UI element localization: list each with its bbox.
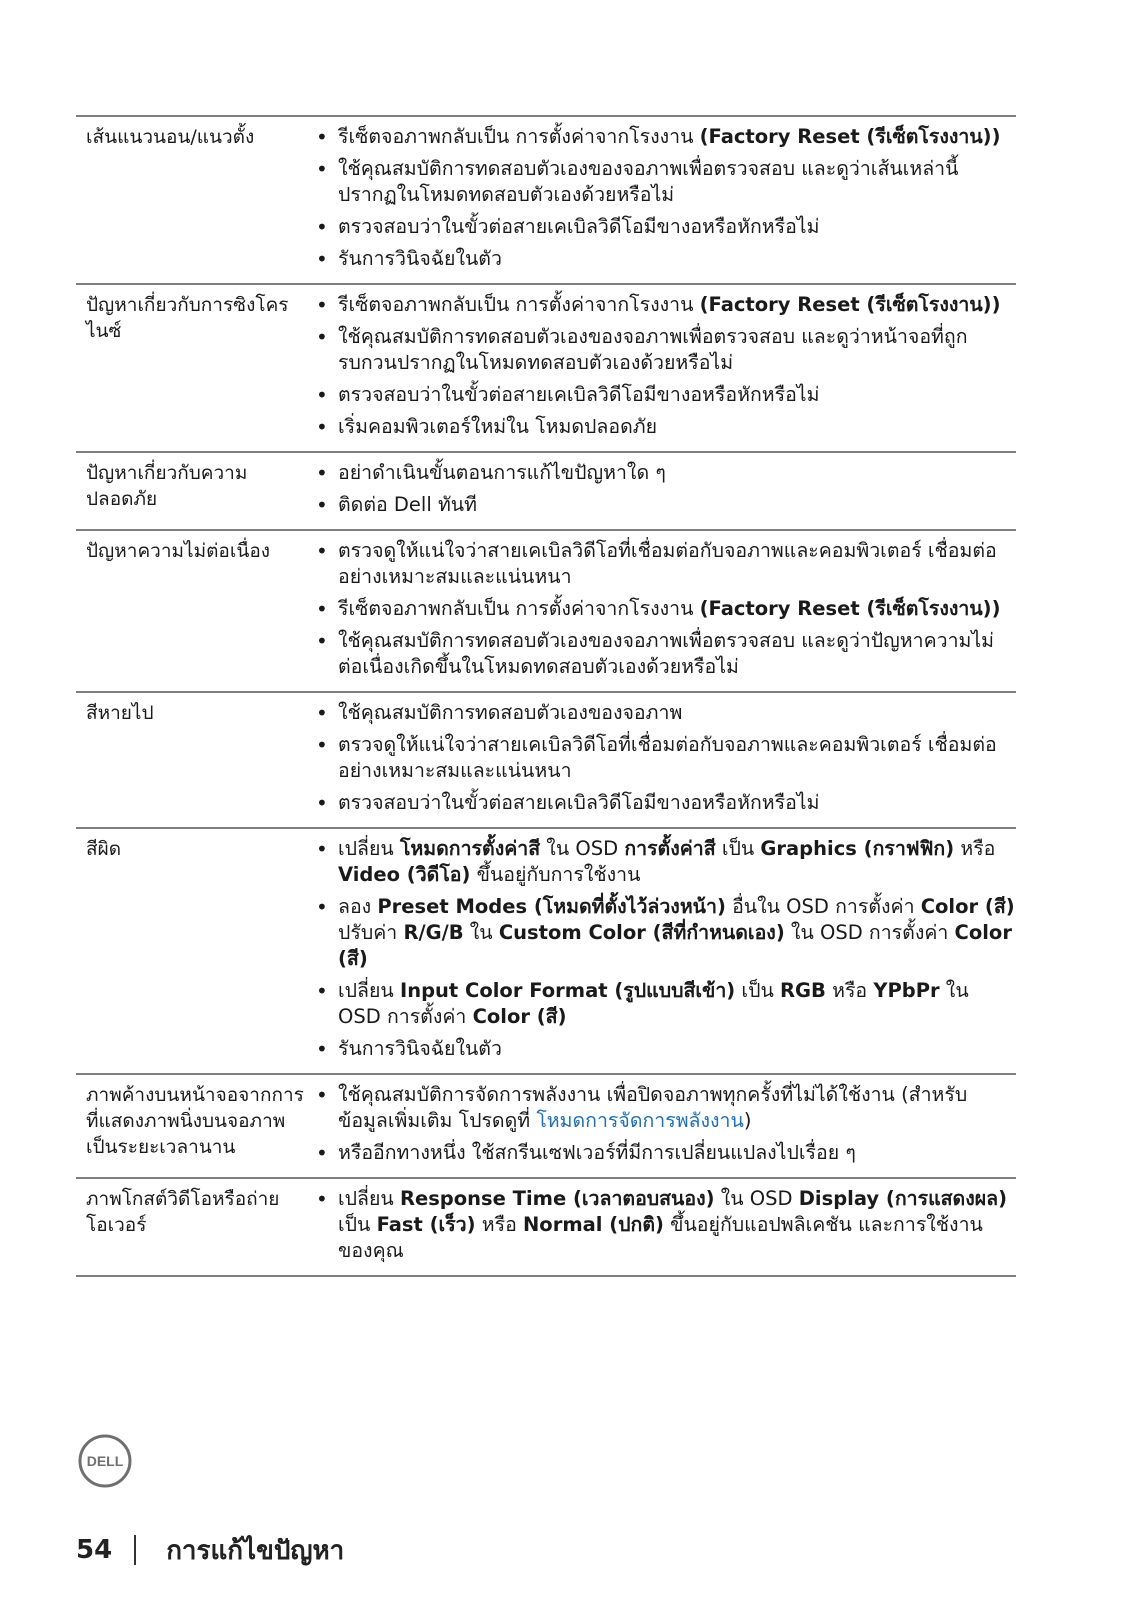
text-segment: รีเซ็ตจอภาพกลับเป็น การตั้งค่าจากโรงงาน xyxy=(338,293,700,316)
solution-text xyxy=(338,214,1016,240)
problem-label: สีผิด xyxy=(86,838,122,860)
bold-term: (Factory Reset (รีเซ็ตโรงงาน)) xyxy=(699,293,1001,316)
solution-item xyxy=(316,1186,1016,1264)
text-segment: ใน OSD การตั้งค่า xyxy=(784,921,955,944)
text-segment: เปลี่ยน xyxy=(338,837,400,860)
bold-term: R/G/B xyxy=(403,921,464,944)
text-segment: รีเซ็ตจอภาพกลับเป็น การตั้งค่าจากโรงงาน xyxy=(338,125,700,148)
bold-term: Color (สี) xyxy=(338,921,1012,970)
bold-term: Color (สี) xyxy=(920,895,1015,918)
bullet-icon: • xyxy=(316,247,328,271)
solution-item xyxy=(316,628,1016,680)
solution-item xyxy=(316,382,1016,408)
text-segment: ลอง xyxy=(338,895,378,918)
footer-divider xyxy=(134,1535,136,1565)
solution-text xyxy=(338,414,1016,440)
solution-item xyxy=(316,700,1016,726)
solution-item xyxy=(316,156,1016,208)
solution-list xyxy=(316,536,1016,686)
solution-text xyxy=(338,628,1016,680)
solution-item xyxy=(316,732,1016,784)
solution-item xyxy=(316,790,1016,816)
bullet-icon: • xyxy=(316,1187,328,1211)
solution-item xyxy=(316,836,1016,888)
text-segment: ตรวจดูให้แน่ใจว่าสายเคเบิลวิดีโอที่เชื่อมต่อกับจอภาพและคอมพิวเตอร์ เชื่อมต่ออย่างเหมาะสมและแน่นหนา xyxy=(338,539,997,588)
problem-label: ภาพโกสต์วิดีโอหรือถ่ายโอเวอร์ xyxy=(86,1188,280,1236)
page-number: 54 xyxy=(76,1535,113,1565)
bold-term: YPbPr xyxy=(873,979,940,1002)
solution-list xyxy=(316,290,1016,446)
bullet-icon: • xyxy=(316,415,328,439)
solution-text xyxy=(338,156,1016,208)
bullet-icon: • xyxy=(316,293,328,317)
bold-term: Graphics (กราฟฟิก) xyxy=(760,837,955,860)
solution-item xyxy=(316,246,1016,272)
text-segment: หรือ xyxy=(825,979,874,1002)
bold-term: การตั้งค่าสี xyxy=(624,837,716,860)
text-segment: ใช้คุณสมบัติการทดสอบตัวเองของจอภาพเพื่อตรวจสอบ และดูว่าเส้นเหล่านี้ปรากฏในโหมดทดสอบตัวเองด้วยหรือไม่ xyxy=(338,157,959,206)
section-title: การแก้ไขปัญหา xyxy=(166,1535,345,1566)
text-segment: ใน OSD การตั้งค่า xyxy=(338,979,969,1028)
bullet-icon: • xyxy=(316,979,328,1003)
bold-term: (Factory Reset (รีเซ็ตโรงงาน)) xyxy=(699,597,1001,620)
bullet-icon: • xyxy=(316,1037,328,1061)
bold-term: โหมดการตั้งค่าสี xyxy=(399,837,541,860)
bullet-icon: • xyxy=(316,539,328,563)
bullet-icon: • xyxy=(316,461,328,485)
solution-text xyxy=(338,1082,1016,1134)
bullet-icon: • xyxy=(316,701,328,725)
text-segment: ติดต่อ Dell ทันที xyxy=(338,493,477,516)
text-segment: ตรวจสอบว่าในขั้วต่อสายเคเบิลวิดีโอมีขางอหรือหักหรือไม่ xyxy=(338,791,820,814)
problem-label: ปัญหาเกี่ยวกับการซิงโครไนซ์ xyxy=(86,294,289,342)
bullet-icon: • xyxy=(316,215,328,239)
text-segment: ใช้คุณสมบัติการจัดการพลังงาน เพื่อปิดจอภาพทุกครั้งที่ไม่ได้ใช้งาน (สำหรับข้อมูลเพิ่มเติม โปรดดูที่ xyxy=(338,1083,968,1132)
bullet-icon: • xyxy=(316,157,328,181)
solution-list xyxy=(316,834,1016,1068)
text-segment: ขึ้นอยู่กับแอปพลิเคชัน และการใช้งานของคุณ xyxy=(338,1213,983,1262)
solution-list xyxy=(316,1184,1016,1270)
text-segment: รันการวินิจฉัยในตัว xyxy=(338,247,502,270)
text-segment: ใน xyxy=(463,921,499,944)
bullet-icon: • xyxy=(316,325,328,349)
text-segment: รีเซ็ตจอภาพกลับเป็น การตั้งค่าจากโรงงาน xyxy=(338,597,700,620)
table-row xyxy=(76,691,1016,827)
text-segment: ขึ้นอยู่กับการใช้งาน xyxy=(470,863,641,886)
solution-list xyxy=(316,1080,1016,1172)
bold-term: Custom Color (สีที่กำหนดเอง) xyxy=(498,921,785,944)
dell-logo-text: DELL xyxy=(86,1453,124,1469)
bold-term: Display (การแสดงผล) xyxy=(798,1187,1008,1210)
solution-item xyxy=(316,596,1016,622)
solution-item xyxy=(316,124,1016,150)
solution-item xyxy=(316,460,1016,486)
solution-text xyxy=(338,246,1016,272)
text-segment: ใช้คุณสมบัติการทดสอบตัวเองของจอภาพ xyxy=(338,701,683,724)
bold-term: Normal (ปกติ) xyxy=(522,1213,664,1236)
solution-item xyxy=(316,214,1016,240)
solution-list xyxy=(316,698,1016,822)
power-management-link[interactable]: โหมดการจัดการพลังงาน xyxy=(536,1109,744,1132)
solution-text xyxy=(338,292,1016,318)
text-segment: ใน OSD xyxy=(540,837,625,860)
text-segment: อื่นใน OSD การตั้งค่า xyxy=(725,895,921,918)
bullet-icon: • xyxy=(316,597,328,621)
text-segment: เป็น xyxy=(715,837,761,860)
bold-term: Response Time (เวลาตอบสนอง) xyxy=(399,1187,715,1210)
solution-text xyxy=(338,1140,1016,1166)
text-segment: อย่าดำเนินขั้นตอนการแก้ไขปัญหาใด ๆ xyxy=(338,461,666,484)
solution-text xyxy=(338,894,1016,972)
bold-term: RGB xyxy=(780,979,826,1002)
text-segment: ใช้คุณสมบัติการทดสอบตัวเองของจอภาพเพื่อตรวจสอบ และดูว่าหน้าจอที่ถูกรบกวนปรากฏในโหมดทดสอบตัวเองด้วยหรือไม่ xyxy=(338,325,968,374)
text-segment: ตรวจสอบว่าในขั้วต่อสายเคเบิลวิดีโอมีขางอหรือหักหรือไม่ xyxy=(338,383,820,406)
table-row xyxy=(76,283,1016,451)
bullet-icon: • xyxy=(316,629,328,653)
solution-text xyxy=(338,978,1016,1030)
solution-item xyxy=(316,894,1016,972)
text-segment: รันการวินิจฉัยในตัว xyxy=(338,1037,502,1060)
solution-item xyxy=(316,978,1016,1030)
text-segment: เปลี่ยน xyxy=(338,979,400,1002)
solution-text xyxy=(338,492,1016,518)
troubleshooting-table xyxy=(76,115,1016,1277)
text-segment: เป็น xyxy=(735,979,780,1002)
problem-label: ปัญหาเกี่ยวกับความปลอดภัย xyxy=(86,462,248,510)
bullet-icon: • xyxy=(316,895,328,919)
text-segment: ใน OSD xyxy=(714,1187,799,1210)
bold-term: Color (สี) xyxy=(472,1005,567,1028)
bullet-icon: • xyxy=(316,733,328,757)
text-segment: เปลี่ยน xyxy=(338,1187,400,1210)
solution-text xyxy=(338,596,1016,622)
bullet-icon: • xyxy=(316,837,328,861)
solution-text xyxy=(338,836,1016,888)
solution-item xyxy=(316,1140,1016,1166)
text-segment: เป็น xyxy=(338,1213,377,1236)
bullet-icon: • xyxy=(316,493,328,517)
bullet-icon: • xyxy=(316,791,328,815)
solution-text xyxy=(338,324,1016,376)
bold-term: Fast (เร็ว) xyxy=(376,1213,476,1236)
table-row xyxy=(76,529,1016,691)
solution-text xyxy=(338,538,1016,590)
solution-text xyxy=(338,790,1016,816)
solution-text xyxy=(338,732,1016,784)
problem-label: สีหายไป xyxy=(86,702,154,724)
text-segment: เริ่มคอมพิวเตอร์ใหม่ใน โหมดปลอดภัย xyxy=(338,415,658,438)
solution-item xyxy=(316,492,1016,518)
dell-logo xyxy=(77,1433,133,1489)
text-segment: ) xyxy=(743,1109,752,1132)
solution-item xyxy=(316,1082,1016,1134)
solution-list xyxy=(316,122,1016,278)
solution-item xyxy=(316,324,1016,376)
problem-label: เส้นแนวนอน/แนวตั้ง xyxy=(86,126,255,148)
solution-list xyxy=(316,458,1016,524)
solution-item xyxy=(316,414,1016,440)
solution-text xyxy=(338,460,1016,486)
bullet-icon: • xyxy=(316,1141,328,1165)
solution-item xyxy=(316,1036,1016,1062)
bold-term: Input Color Format (รูปแบบสีเข้า) xyxy=(399,979,736,1002)
solution-text xyxy=(338,382,1016,408)
table-row xyxy=(76,1177,1016,1277)
bullet-icon: • xyxy=(316,383,328,407)
text-segment: หรือ xyxy=(475,1213,523,1236)
problem-label: ปัญหาความไม่ต่อเนื่อง xyxy=(86,540,271,562)
text-segment: หรืออีกทางหนึ่ง ใช้สกรีนเซฟเวอร์ที่มีการเปลี่ยนแปลงไปเรื่อย ๆ xyxy=(338,1141,856,1164)
text-segment: ตรวจสอบว่าในขั้วต่อสายเคเบิลวิดีโอมีขางอหรือหักหรือไม่ xyxy=(338,215,820,238)
text-segment: ตรวจดูให้แน่ใจว่าสายเคเบิลวิดีโอที่เชื่อมต่อกับจอภาพและคอมพิวเตอร์ เชื่อมต่ออย่างเหมาะสมและแน่นหนา xyxy=(338,733,997,782)
text-segment: หรือ xyxy=(954,837,996,860)
solution-text xyxy=(338,700,1016,726)
bullet-icon: • xyxy=(316,1083,328,1107)
bold-term: Video (วิดีโอ) xyxy=(338,863,471,886)
table-row xyxy=(76,115,1016,283)
table-row xyxy=(76,827,1016,1073)
problem-label: ภาพค้างบนหน้าจอจากการที่แสดงภาพนิ่งบนจอภาพเป็นระยะเวลานาน xyxy=(86,1084,304,1158)
bold-term: Preset Modes (โหมดที่ตั้งไว้ล่วงหน้า) xyxy=(377,895,726,918)
bullet-icon: • xyxy=(316,125,328,149)
solution-item xyxy=(316,538,1016,590)
solution-text xyxy=(338,124,1016,150)
table-row xyxy=(76,1073,1016,1177)
table-row xyxy=(76,451,1016,529)
bold-term: (Factory Reset (รีเซ็ตโรงงาน)) xyxy=(699,125,1001,148)
solution-text xyxy=(338,1036,1016,1062)
solution-text xyxy=(338,1186,1016,1264)
text-segment: ปรับค่า xyxy=(338,921,404,944)
page-footer xyxy=(76,1530,344,1570)
solution-item xyxy=(316,292,1016,318)
text-segment: ใช้คุณสมบัติการทดสอบตัวเองของจอภาพเพื่อตรวจสอบ และดูว่าปัญหาความไม่ต่อเนื่องเกิดขึ้นในโหมดทดสอบตัวเองด้วยหรือไม่ xyxy=(338,629,995,678)
